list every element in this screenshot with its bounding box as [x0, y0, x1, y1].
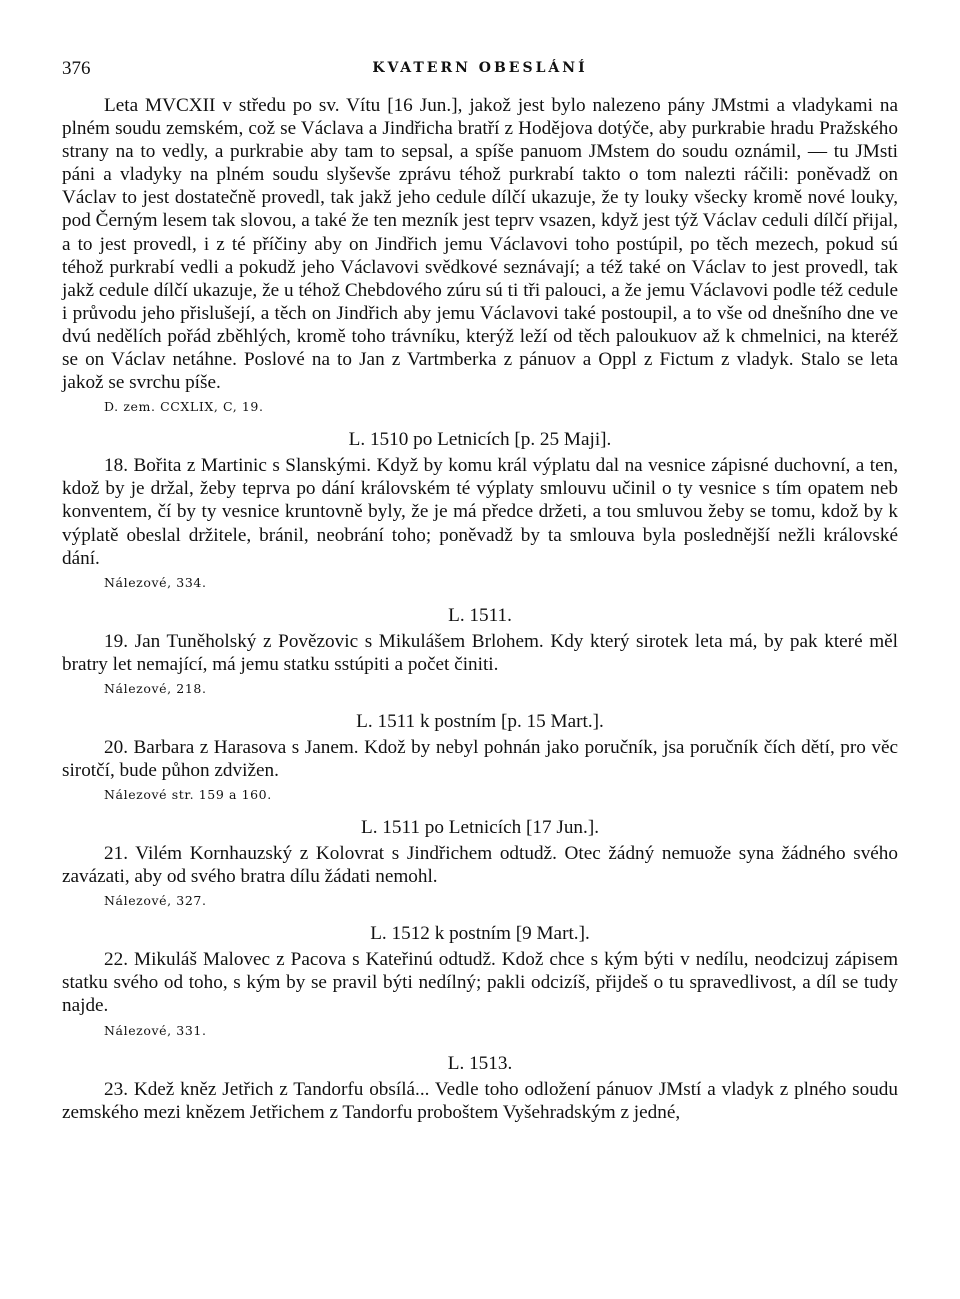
- year-heading: L. 1513.: [447, 1052, 513, 1074]
- running-head: [62, 58, 898, 88]
- year-heading: L. 1511 k postním [p. 15 Mart.].: [356, 710, 604, 732]
- paragraph-intro: Leta MVCXII v středu po sv. Vítu [16 Jun.], jakož jest bylo nalezeno pány JMstmi a vladykami na plném soudu zemském, což se Václava a Jindřicha bratří z Hodějova dotýče, aby purkrabie hradu Pražského strany na to vedly, a purkrabie aby tam to sepsal, a spíše panuom JMstem do soudu oznámil, — tu JMsti páni a vladyky na plném soudu slyševše zprávu téhož purkrabí takto o tom nalezti ráčili: poněvadž on Václav to jest dostatečně provedl, tak jakž jeho cedule dílčí ukazuje, že ty louky všecky kromě nové louky, pod Černým lesem tak slovou, a také že ten mezník jest teprv vsazen, když jest týž Václav ceduli dílčí přijal, a to jest provedl, i z té příčiny aby on Jindřich jemu Václavovi toho postúpil, po těch mezech, pokud sú téhož purkrabí vedli a pokudž jeho Václavovi svědkové seznávají; a též také on Václav to jest provedl, tak jakž cedule dílčí ukazuje, že u téhož Chebdového zúru sú ti tři palouci, a že jemu Václavovi podle též cedule i průvodu jeho přislušejí, a těch on Jindřich aby jemu Václavovi také postoupil, a to vše od dnešního dne ve dvú nedělích pořád zběhlých, kromě toho trávníku, kterýž leží od těch paloukuov až k chmelnici, na kteréž se on Václav netáhne. Poslové na to Jan z Vartmberka z pánuov a Oppl z Fictum z vladyk. Stalo se leta jakož se svrchu píše.: [62, 95, 898, 394]
- source-citation: Nálezové, 218.: [104, 680, 207, 696]
- year-heading: L. 1512 k postním [9 Mart.].: [370, 923, 590, 945]
- source-citation: Nálezové, 334.: [104, 574, 207, 590]
- paragraph-18: 18. Bořita z Martinic s Slanskými. Když by komu král výplatu dal na vesnice zápisné duchovní, a ten, kdož by je držal, žeby teprva po dání královském té výplaty smlouvu učinil o ty vesnice s tím opatem neb konventem, čí by ty vesnice kruntovně byly, že je má předce držeti, a tou smluvou žeby se tomu, kdož by k výplatě obeslal držitele, bránil, neobrání toho; poněvadž by ta smlouva byla poslednější nežli královské dání.: [62, 455, 898, 569]
- year-heading: L. 1511 po Letnicích [17 Jun.].: [360, 817, 600, 839]
- paragraph-21: 21. Vilém Kornhauzský z Kolovrat s Jindřichem odtudž. Otec žádný nemuože syna žádného svého zavázati, aby od svého bratra dílu žádati nemohl.: [62, 843, 898, 888]
- source-citation: Nálezové, 331.: [104, 1022, 207, 1038]
- source-citation: D. zem. CCXLIX, C, 19.: [104, 399, 264, 415]
- source-citation: Nálezové, 327.: [104, 893, 207, 909]
- paragraph-23: 23. Kdež kněz Jetřich z Tandorfu obsílá... Vedle toho odložení pánuov JMstí a vladyk z plného soudu zemského mezi knězem Jetřichem z Tandorfu proboštem Vyšehradským z jedné,: [62, 1078, 898, 1123]
- paragraph-20: 20. Barbara z Harasova s Janem. Kdož by nebyl pohnán jako poručník, jsa poručník čích dětí, pro věc sirotčí, bude půhon zdvižen.: [62, 736, 898, 781]
- running-title: KVATERN OBESLÁNÍ: [372, 60, 588, 76]
- source-citation: Nálezové str. 159 a 160.: [104, 787, 272, 803]
- paragraph-22: 22. Mikuláš Malovec z Pacova s Kateřinú odtudž. Kdož chce s kým býti v nedílu, neodcizuj zápisem statku svého od toho, s kým by se pravil býti nedílný; pakli odcizíš, přijdeš o tu spravedlivost, a díl se tudy najde.: [62, 949, 898, 1017]
- page-number: 376: [62, 58, 91, 79]
- year-heading: L. 1511.: [448, 604, 512, 626]
- document-page: [62, 58, 898, 1124]
- paragraph-19: 19. Jan Tuněholský z Povězovic s Mikulášem Brlohem. Kdy který sirotek leta má, by pak které měl bratry let nemající, má jemu statku sstúpiti a počet činiti.: [62, 630, 898, 675]
- year-heading: L. 1510 po Letnicích [p. 25 Maji].: [348, 429, 612, 451]
